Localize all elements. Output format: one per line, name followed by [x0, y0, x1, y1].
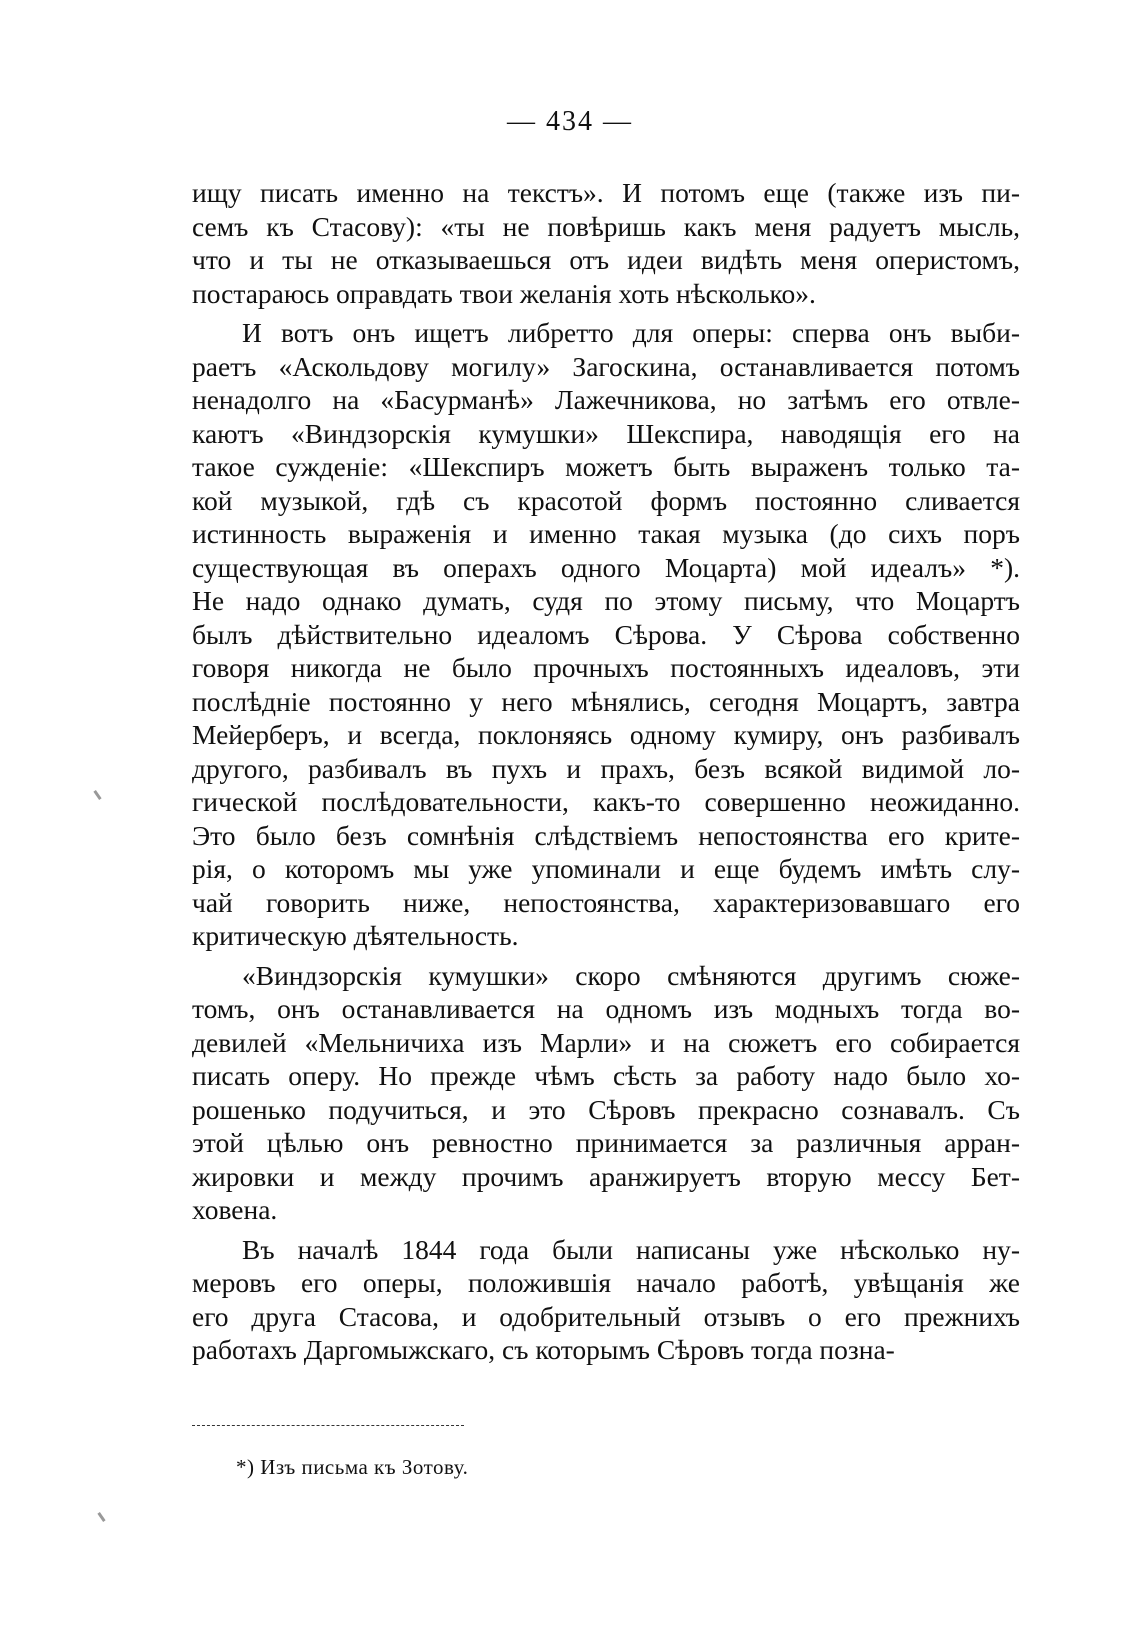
text-line: послѣдніе постоянно у него мѣнялись, сегодня Моцартъ, завтра [192, 685, 1020, 717]
text-line: Не надо однако думать, судя по этому письму, что Моцартъ [192, 585, 1020, 616]
text-line: кой музыкой, гдѣ съ красотой формъ постоянно сливается [192, 484, 1020, 516]
text-line: Это было безъ сомнѣнія слѣдствіемъ непостоянства его крите- [192, 819, 1020, 851]
text-line: говоря никогда не было прочныхъ постоянныхъ идеаловъ, эти [192, 652, 1020, 683]
text-line: ховена. [192, 1194, 278, 1225]
scan-speck [93, 790, 101, 800]
text-line: рошенько подучиться, и это Сѣровъ прекрасно сознавалъ. Съ [192, 1093, 1020, 1125]
text-line: «Виндзорскія кумушки» скоро смѣняются другимъ сюже- [242, 959, 1020, 991]
text-line: девилей «Мельничиха изъ Марли» и на сюжетъ его собирается [192, 1026, 1020, 1058]
text-line: существующая въ операхъ одного Моцарта) мой идеалъ» *). [192, 551, 1020, 583]
text-line: чай говорить ниже, непостоянства, характеризовавшаго его [192, 886, 1020, 918]
text-line: ненадолго на «Басурманѣ» Лажечникова, но затѣмъ его отвле- [192, 384, 1020, 415]
text-line: семъ къ Стасову): «ты не повѣришь какъ меня радуетъ мысль, [192, 210, 1020, 242]
paragraph [192, 176, 1020, 310]
text-line: Въ началѣ 1844 года были написаны уже нѣсколько ну- [242, 1233, 1020, 1265]
text-line: каютъ «Виндзорскія кумушки» Шекспира, наводящія его на [192, 417, 1020, 449]
paragraph [192, 316, 1020, 953]
text-line: жировки и между прочимъ аранжируетъ вторую мессу Бет- [192, 1160, 1020, 1192]
text-line: меровъ его оперы, положившія начало работѣ, увѣщанія же [192, 1267, 1020, 1298]
text-line: такое сужденіе: «Шекспиръ можетъ быть выраженъ только та- [192, 451, 1020, 482]
text-line: ищу писать именно на текстъ». И потомъ еще (также изъ пи- [192, 177, 1020, 208]
text-line: его друга Стасова, и одобрительный отзывъ о его прежнихъ [192, 1300, 1020, 1332]
text-line: писать оперу. Но прежде чѣмъ сѣсть за работу надо было хо- [192, 1060, 1020, 1091]
text-line: томъ, онъ останавливается на одномъ изъ модныхъ тогда во- [192, 993, 1020, 1024]
text-line: этой цѣлью онъ ревностно принимается за различныя арран- [192, 1127, 1020, 1158]
text-line: былъ дѣйствительно идеаломъ Сѣрова. У Сѣрова собственно [192, 618, 1020, 650]
text-line: рія, о которомъ мы уже упоминали и еще будемъ имѣть слу- [192, 853, 1020, 884]
paragraph [192, 1233, 1020, 1367]
body-text [192, 176, 1020, 1367]
scan-speck [97, 1512, 105, 1522]
text-line: Мейерберъ, и всегда, поклоняясь одному кумиру, онъ разбивалъ [192, 719, 1020, 750]
text-line: постараюсь оправдать твои желанія хоть нѣсколько». [192, 277, 816, 309]
text-line: что и ты не отказываешься отъ идеи видѣть меня оперистомъ, [192, 244, 1020, 275]
text-line: истинность выраженія и именно такая музыка (до сихъ поръ [192, 518, 1020, 549]
footnote-divider [192, 1425, 464, 1426]
paragraph [192, 959, 1020, 1227]
text-line: раетъ «Аскольдову могилу» Загоскина, останавливается потомъ [192, 350, 1020, 382]
text-line: другого, разбивалъ въ пухъ и прахъ, безъ всякой видимой ло- [192, 752, 1020, 784]
text-line: гической послѣдовательности, какъ-то совершенно неожиданно. [192, 786, 1020, 817]
text-line: критическую дѣятельность. [192, 920, 519, 951]
footnote: *) Изъ письма къ Зотову. [236, 1455, 469, 1479]
text-line: И вотъ онъ ищетъ либретто для оперы: сперва онъ выби- [242, 317, 1020, 348]
text-line: работахъ Даргомыжскаго, съ которымъ Сѣровъ тогда позна- [192, 1334, 895, 1365]
page-number: — 434 — [507, 106, 633, 137]
